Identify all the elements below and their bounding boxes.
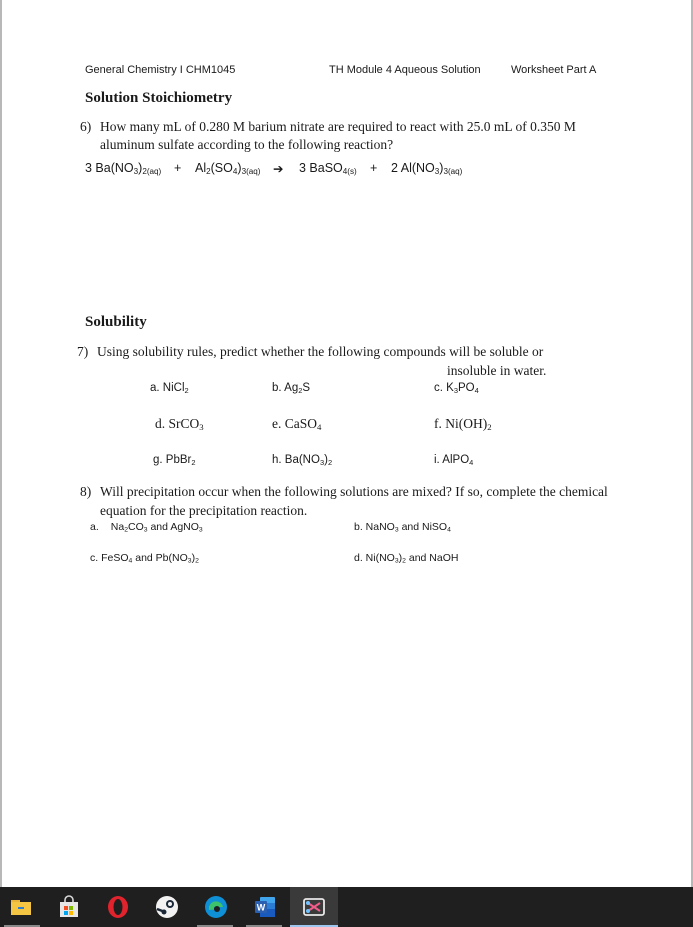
- header-worksheet: Worksheet Part A: [511, 64, 597, 76]
- taskbar: [0, 887, 693, 927]
- product-aluminum-nitrate: 2 $Al(NO_3)_{3(aq)}$: [391, 161, 463, 177]
- q8-item-a: a. $Na_2CO_3$ and AgNO$_3$: [90, 521, 203, 534]
- q7-item-i: i. AlPO$_4$: [434, 454, 474, 467]
- steam-icon[interactable]: [155, 895, 179, 919]
- q8-line1: Will precipitation occur when the following solutions are mixed? If so, complete the chemical: [100, 484, 608, 499]
- q7-line1: Using solubility rules, predict whether the following compounds will be soluble or: [97, 344, 544, 359]
- svg-text:W: W: [256, 902, 266, 913]
- q7-item-a: a. NiCl$_2$: [150, 382, 189, 395]
- q7-item-b: b. $Ag_2S$: [272, 382, 311, 395]
- q6-number: 6): [80, 119, 92, 134]
- edge-icon[interactable]: [204, 895, 228, 919]
- reaction-arrow: ➔: [273, 162, 284, 176]
- reactant-aluminum-sulfate: $Al_2(SO_4)_{3(aq)}$: [195, 161, 261, 177]
- q6-line1: How many mL of 0.280 M barium nitrate are required to react with 25.0 mL of 0.350 M: [100, 119, 576, 134]
- section-title-stoichiometry: Solution Stoichiometry: [85, 90, 233, 106]
- q7-item-e: e. CaSO$_4$: [272, 416, 322, 433]
- reactant-barium-nitrate: 3 $Ba(NO_3)_{2(aq)}$: [85, 161, 162, 177]
- word-icon[interactable]: [253, 895, 277, 919]
- product-barium-sulfate: 3 BaSO$_{4(s)}$: [299, 161, 357, 177]
- q7-item-d: d. SrCO$_3$: [155, 416, 204, 433]
- plus-sign-1: +: [174, 161, 182, 175]
- q6-line2: aluminum sulfate according to the following reaction?: [100, 137, 394, 152]
- file-explorer-icon[interactable]: [9, 895, 33, 919]
- q7-item-f: f. $Ni(OH)_2$: [434, 416, 492, 433]
- q8-item-d: d. $Ni(NO_3)_2$ and NaOH: [354, 552, 459, 565]
- q7-line2: insoluble in water.: [447, 363, 547, 378]
- q7-item-h: h. $Ba(NO_3)_2$: [272, 454, 333, 467]
- q8-number: 8): [80, 484, 92, 499]
- microsoft-store-icon[interactable]: [57, 895, 81, 919]
- q8-item-c: c. FeSO$_4$ and $Pb(NO_3)_2$: [90, 552, 199, 565]
- section-title-solubility: Solubility: [85, 314, 147, 330]
- plus-sign-2: +: [370, 161, 378, 175]
- q7-item-g: g. PbBr$_2$: [153, 454, 196, 467]
- header-course: General Chemistry I CHM1045: [85, 64, 236, 76]
- snipping-tool-icon[interactable]: [302, 895, 326, 919]
- q8-item-b: b. NaNO$_3$ and NiSO$_4$: [354, 521, 451, 534]
- q7-item-c: c. $K_3PO_4$: [434, 382, 479, 395]
- header-module: TH Module 4 Aqueous Solution: [329, 64, 481, 76]
- q8-line2: equation for the precipitation reaction.: [100, 503, 308, 518]
- opera-icon[interactable]: [106, 895, 130, 919]
- q7-number: 7): [77, 344, 89, 359]
